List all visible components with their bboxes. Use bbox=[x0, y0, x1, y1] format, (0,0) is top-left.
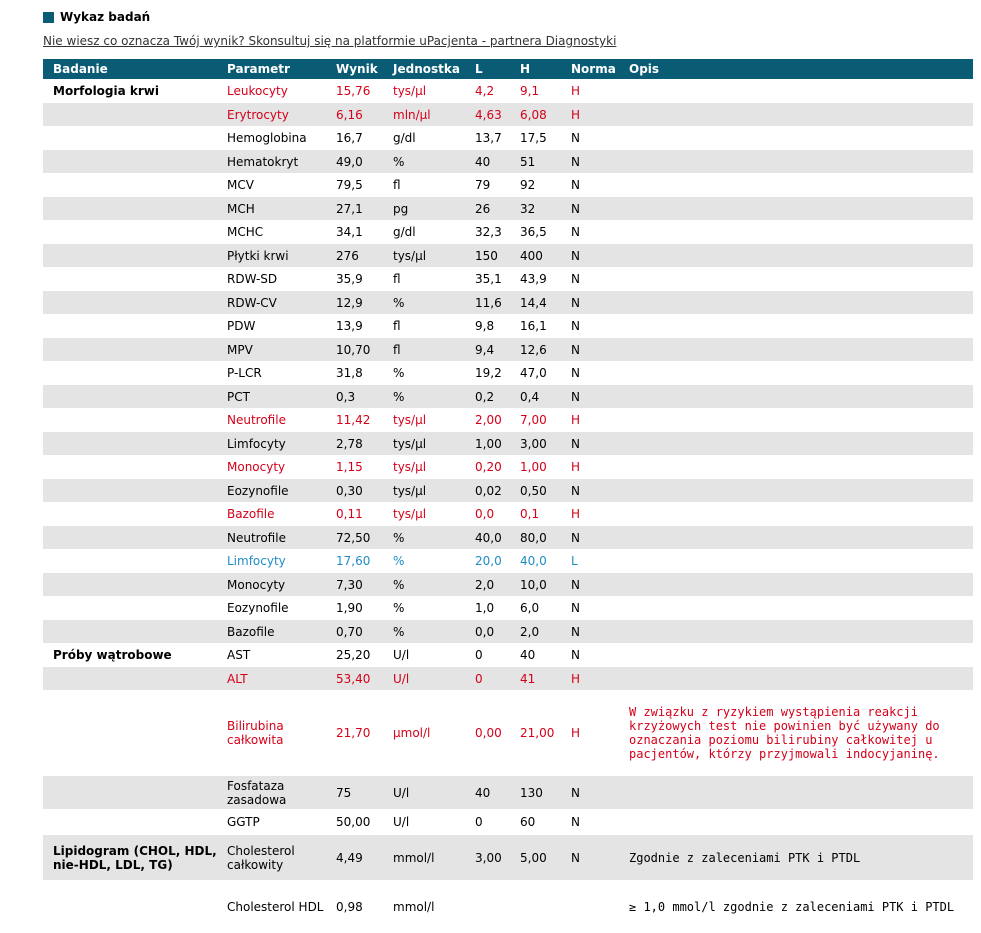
row-param: Eozynofile bbox=[227, 479, 336, 503]
table-row bbox=[43, 244, 973, 268]
row-param: Cholesterol całkowity bbox=[227, 835, 336, 881]
row-high: 3,00 bbox=[520, 432, 571, 456]
column-header-wynik: Wynik bbox=[336, 59, 393, 80]
row-low: 40,0 bbox=[475, 526, 520, 550]
row-param: MCH bbox=[227, 197, 336, 221]
row-value: 35,9 bbox=[336, 268, 393, 291]
row-norm: N bbox=[571, 620, 629, 644]
row-low: 19,2 bbox=[475, 362, 520, 385]
row-high: 12,6 bbox=[520, 338, 571, 362]
column-header-parametr: Parametr bbox=[227, 59, 336, 80]
row-group bbox=[43, 409, 227, 432]
row-param: Fosfataza zasadowa bbox=[227, 776, 336, 810]
row-value: 15,76 bbox=[336, 80, 393, 103]
row-norm: N bbox=[571, 244, 629, 268]
row-group bbox=[43, 338, 227, 362]
row-low: 40 bbox=[475, 150, 520, 174]
table-row bbox=[43, 667, 973, 691]
row-param: Hemoglobina bbox=[227, 127, 336, 150]
row-high: 80,0 bbox=[520, 526, 571, 550]
row-high: 47,0 bbox=[520, 362, 571, 385]
row-value: 13,9 bbox=[336, 315, 393, 338]
row-norm: H bbox=[571, 667, 629, 691]
row-desc bbox=[629, 338, 973, 362]
table-row bbox=[43, 503, 973, 526]
row-param: Płytki krwi bbox=[227, 244, 336, 268]
row-group bbox=[43, 315, 227, 338]
row-norm: N bbox=[571, 644, 629, 667]
row-low: 2,00 bbox=[475, 409, 520, 432]
row-group bbox=[43, 174, 227, 197]
table-row bbox=[43, 291, 973, 315]
table-row bbox=[43, 432, 973, 456]
table-row bbox=[43, 127, 973, 150]
row-value: 12,9 bbox=[336, 291, 393, 315]
row-param: Neutrofile bbox=[227, 409, 336, 432]
row-value: 16,7 bbox=[336, 127, 393, 150]
row-high: 9,1 bbox=[520, 80, 571, 103]
row-value: 2,78 bbox=[336, 432, 393, 456]
row-param: Eozynofile bbox=[227, 597, 336, 620]
table-row bbox=[43, 810, 973, 835]
row-unit: % bbox=[393, 620, 475, 644]
table-row bbox=[43, 526, 973, 550]
table-row bbox=[43, 776, 973, 810]
row-desc bbox=[629, 268, 973, 291]
row-norm bbox=[571, 881, 629, 933]
row-value: 34,1 bbox=[336, 221, 393, 244]
row-desc bbox=[629, 776, 973, 810]
row-norm: N bbox=[571, 174, 629, 197]
row-value: 49,0 bbox=[336, 150, 393, 174]
table-row bbox=[43, 80, 973, 103]
row-high: 130 bbox=[520, 776, 571, 810]
row-high: 10,0 bbox=[520, 573, 571, 597]
column-header-jednostka: Jednostka bbox=[393, 59, 475, 80]
table-row bbox=[43, 479, 973, 503]
row-unit: mmol/l bbox=[393, 835, 475, 881]
row-group bbox=[43, 620, 227, 644]
row-norm: N bbox=[571, 776, 629, 810]
row-high: 400 bbox=[520, 244, 571, 268]
section-square-icon bbox=[43, 12, 54, 23]
row-desc bbox=[629, 291, 973, 315]
row-value: 53,40 bbox=[336, 667, 393, 691]
row-low: 150 bbox=[475, 244, 520, 268]
row-group: Morfologia krwi bbox=[43, 80, 227, 103]
row-unit: % bbox=[393, 597, 475, 620]
row-low: 1,0 bbox=[475, 597, 520, 620]
row-low: 20,0 bbox=[475, 550, 520, 573]
row-unit: % bbox=[393, 150, 475, 174]
row-low: 0,20 bbox=[475, 456, 520, 479]
row-unit: tys/µl bbox=[393, 456, 475, 479]
table-row bbox=[43, 835, 973, 881]
row-unit: % bbox=[393, 291, 475, 315]
row-unit: % bbox=[393, 550, 475, 573]
row-low bbox=[475, 881, 520, 933]
table-row bbox=[43, 573, 973, 597]
row-norm: H bbox=[571, 103, 629, 127]
table-row bbox=[43, 620, 973, 644]
row-desc bbox=[629, 644, 973, 667]
row-param: AST bbox=[227, 644, 336, 667]
row-value: 4,49 bbox=[336, 835, 393, 881]
row-high: 0,1 bbox=[520, 503, 571, 526]
row-norm: H bbox=[571, 409, 629, 432]
row-group bbox=[43, 291, 227, 315]
row-group bbox=[43, 881, 227, 933]
row-group bbox=[43, 479, 227, 503]
row-desc bbox=[629, 620, 973, 644]
row-desc bbox=[629, 385, 973, 409]
row-unit: tys/µl bbox=[393, 244, 475, 268]
row-value: 0,3 bbox=[336, 385, 393, 409]
table-row bbox=[43, 881, 973, 933]
row-value: 0,11 bbox=[336, 503, 393, 526]
row-unit: U/l bbox=[393, 776, 475, 810]
row-desc bbox=[629, 479, 973, 503]
row-group bbox=[43, 503, 227, 526]
row-param: Bilirubina całkowita bbox=[227, 691, 336, 776]
row-low: 40 bbox=[475, 776, 520, 810]
row-high: 32 bbox=[520, 197, 571, 221]
row-value: 11,42 bbox=[336, 409, 393, 432]
row-param: P-LCR bbox=[227, 362, 336, 385]
row-norm: N bbox=[571, 573, 629, 597]
table-row bbox=[43, 315, 973, 338]
row-norm: N bbox=[571, 362, 629, 385]
row-desc bbox=[629, 667, 973, 691]
row-unit: % bbox=[393, 385, 475, 409]
row-unit: µmol/l bbox=[393, 691, 475, 776]
row-group bbox=[43, 432, 227, 456]
row-high: 7,00 bbox=[520, 409, 571, 432]
row-group bbox=[43, 385, 227, 409]
row-value: 21,70 bbox=[336, 691, 393, 776]
row-norm: N bbox=[571, 197, 629, 221]
row-norm: N bbox=[571, 291, 629, 315]
table-row bbox=[43, 174, 973, 197]
row-unit: U/l bbox=[393, 667, 475, 691]
row-param: PDW bbox=[227, 315, 336, 338]
section-title bbox=[43, 10, 150, 24]
table-row bbox=[43, 644, 973, 667]
row-group bbox=[43, 573, 227, 597]
row-value: 75 bbox=[336, 776, 393, 810]
section-title-text: Wykaz badań bbox=[60, 10, 151, 24]
row-low: 0,2 bbox=[475, 385, 520, 409]
row-unit: U/l bbox=[393, 644, 475, 667]
row-group bbox=[43, 691, 227, 776]
row-param: ALT bbox=[227, 667, 336, 691]
row-unit: tys/µl bbox=[393, 479, 475, 503]
row-desc bbox=[629, 244, 973, 268]
row-group bbox=[43, 244, 227, 268]
row-low: 32,3 bbox=[475, 221, 520, 244]
row-high: 16,1 bbox=[520, 315, 571, 338]
row-group bbox=[43, 127, 227, 150]
row-group: Lipidogram (CHOL, HDL, nie-HDL, LDL, TG) bbox=[43, 835, 227, 881]
row-value: 10,70 bbox=[336, 338, 393, 362]
row-param: Leukocyty bbox=[227, 80, 336, 103]
row-group bbox=[43, 526, 227, 550]
table-row bbox=[43, 362, 973, 385]
row-param: PCT bbox=[227, 385, 336, 409]
row-low: 0 bbox=[475, 810, 520, 835]
row-param: Bazofile bbox=[227, 620, 336, 644]
row-desc bbox=[629, 150, 973, 174]
table-row bbox=[43, 691, 973, 776]
row-group bbox=[43, 221, 227, 244]
row-low: 0 bbox=[475, 644, 520, 667]
row-low: 4,2 bbox=[475, 80, 520, 103]
row-unit: fl bbox=[393, 268, 475, 291]
row-value: 7,30 bbox=[336, 573, 393, 597]
row-low: 26 bbox=[475, 197, 520, 221]
row-value: 25,20 bbox=[336, 644, 393, 667]
row-group: Próby wątrobowe bbox=[43, 644, 227, 667]
row-desc bbox=[629, 80, 973, 103]
row-desc bbox=[629, 197, 973, 221]
row-desc: W związku z ryzykiem wystąpienia reakcji krzyżowych test nie powinien być używany do oznaczania poziomu bilirubiny całkowitej u pacjentów, którzy przyjmowali indocyjaninę. bbox=[629, 691, 973, 776]
row-value: 27,1 bbox=[336, 197, 393, 221]
row-param: Neutrofile bbox=[227, 526, 336, 550]
row-high: 51 bbox=[520, 150, 571, 174]
column-header-h: H bbox=[520, 59, 571, 80]
row-desc: Zgodnie z zaleceniami PTK i PTDL bbox=[629, 835, 973, 881]
row-param: Hematokryt bbox=[227, 150, 336, 174]
row-value: 0,70 bbox=[336, 620, 393, 644]
row-high: 17,5 bbox=[520, 127, 571, 150]
row-desc bbox=[629, 456, 973, 479]
row-desc bbox=[629, 550, 973, 573]
row-param: MCV bbox=[227, 174, 336, 197]
row-norm: N bbox=[571, 338, 629, 362]
column-header-l: L bbox=[475, 59, 520, 80]
table-row bbox=[43, 550, 973, 573]
table-header-row bbox=[43, 59, 973, 80]
row-high: 60 bbox=[520, 810, 571, 835]
row-group bbox=[43, 456, 227, 479]
row-low: 3,00 bbox=[475, 835, 520, 881]
row-group bbox=[43, 197, 227, 221]
row-norm: L bbox=[571, 550, 629, 573]
row-param: MCHC bbox=[227, 221, 336, 244]
row-desc bbox=[629, 315, 973, 338]
row-low: 4,63 bbox=[475, 103, 520, 127]
row-high: 0,50 bbox=[520, 479, 571, 503]
row-unit: tys/µl bbox=[393, 432, 475, 456]
row-group bbox=[43, 550, 227, 573]
row-high: 21,00 bbox=[520, 691, 571, 776]
row-param: RDW-CV bbox=[227, 291, 336, 315]
row-unit: mmol/l bbox=[393, 881, 475, 933]
row-group bbox=[43, 810, 227, 835]
row-unit: fl bbox=[393, 338, 475, 362]
row-param: Limfocyty bbox=[227, 550, 336, 573]
row-norm: N bbox=[571, 835, 629, 881]
row-param: Bazofile bbox=[227, 503, 336, 526]
row-param: MPV bbox=[227, 338, 336, 362]
column-header-norma: Norma bbox=[571, 59, 629, 80]
row-high: 41 bbox=[520, 667, 571, 691]
row-high: 14,4 bbox=[520, 291, 571, 315]
row-value: 0,30 bbox=[336, 479, 393, 503]
row-norm: N bbox=[571, 526, 629, 550]
row-group bbox=[43, 150, 227, 174]
table-row bbox=[43, 221, 973, 244]
row-value: 1,90 bbox=[336, 597, 393, 620]
row-low: 2,0 bbox=[475, 573, 520, 597]
row-high: 5,00 bbox=[520, 835, 571, 881]
row-norm: H bbox=[571, 456, 629, 479]
row-param: Cholesterol HDL bbox=[227, 881, 336, 933]
row-unit: tys/µl bbox=[393, 503, 475, 526]
row-norm: N bbox=[571, 150, 629, 174]
row-param: Limfocyty bbox=[227, 432, 336, 456]
row-value: 1,15 bbox=[336, 456, 393, 479]
row-low: 79 bbox=[475, 174, 520, 197]
row-value: 31,8 bbox=[336, 362, 393, 385]
row-high bbox=[520, 881, 571, 933]
row-low: 0,0 bbox=[475, 620, 520, 644]
row-desc bbox=[629, 503, 973, 526]
row-unit: fl bbox=[393, 174, 475, 197]
row-param: Erytrocyty bbox=[227, 103, 336, 127]
row-desc bbox=[629, 432, 973, 456]
row-value: 0,98 bbox=[336, 881, 393, 933]
row-value: 276 bbox=[336, 244, 393, 268]
table-row bbox=[43, 197, 973, 221]
row-high: 6,08 bbox=[520, 103, 571, 127]
row-group bbox=[43, 103, 227, 127]
table-row bbox=[43, 150, 973, 174]
row-unit: mln/µl bbox=[393, 103, 475, 127]
row-low: 0,0 bbox=[475, 503, 520, 526]
row-group bbox=[43, 597, 227, 620]
row-norm: N bbox=[571, 385, 629, 409]
row-unit: % bbox=[393, 526, 475, 550]
row-param: RDW-SD bbox=[227, 268, 336, 291]
results-table bbox=[43, 59, 973, 933]
row-unit: pg bbox=[393, 197, 475, 221]
table-row bbox=[43, 385, 973, 409]
row-high: 92 bbox=[520, 174, 571, 197]
row-high: 0,4 bbox=[520, 385, 571, 409]
row-unit: % bbox=[393, 362, 475, 385]
row-high: 40 bbox=[520, 644, 571, 667]
row-value: 17,60 bbox=[336, 550, 393, 573]
row-low: 13,7 bbox=[475, 127, 520, 150]
row-unit: fl bbox=[393, 315, 475, 338]
row-group bbox=[43, 667, 227, 691]
row-value: 79,5 bbox=[336, 174, 393, 197]
row-unit: % bbox=[393, 573, 475, 597]
row-value: 6,16 bbox=[336, 103, 393, 127]
row-low: 0 bbox=[475, 667, 520, 691]
row-unit: g/dl bbox=[393, 221, 475, 244]
row-norm: N bbox=[571, 810, 629, 835]
row-high: 6,0 bbox=[520, 597, 571, 620]
row-high: 40,0 bbox=[520, 550, 571, 573]
column-header-badanie: Badanie bbox=[43, 59, 227, 80]
row-unit: U/l bbox=[393, 810, 475, 835]
row-desc bbox=[629, 526, 973, 550]
table-row bbox=[43, 103, 973, 127]
row-param: Monocyty bbox=[227, 456, 336, 479]
column-header-opis: Opis bbox=[629, 59, 973, 80]
row-value: 72,50 bbox=[336, 526, 393, 550]
row-high: 1,00 bbox=[520, 456, 571, 479]
row-norm: H bbox=[571, 80, 629, 103]
row-desc bbox=[629, 174, 973, 197]
row-group bbox=[43, 268, 227, 291]
row-unit: tys/µl bbox=[393, 80, 475, 103]
row-norm: N bbox=[571, 432, 629, 456]
row-norm: N bbox=[571, 268, 629, 291]
table-row bbox=[43, 338, 973, 362]
row-desc bbox=[629, 573, 973, 597]
row-desc bbox=[629, 127, 973, 150]
row-norm: H bbox=[571, 503, 629, 526]
consult-link[interactable]: Nie wiesz co oznacza Twój wynik? Skonsultuj się na platformie uPacjenta - partnera Diagnostyki bbox=[43, 34, 617, 48]
row-desc bbox=[629, 221, 973, 244]
row-desc bbox=[629, 103, 973, 127]
row-value: 50,00 bbox=[336, 810, 393, 835]
row-group bbox=[43, 362, 227, 385]
row-unit: g/dl bbox=[393, 127, 475, 150]
row-low: 9,8 bbox=[475, 315, 520, 338]
row-group bbox=[43, 776, 227, 810]
row-high: 2,0 bbox=[520, 620, 571, 644]
row-low: 11,6 bbox=[475, 291, 520, 315]
row-desc bbox=[629, 409, 973, 432]
row-param: Monocyty bbox=[227, 573, 336, 597]
table-row bbox=[43, 597, 973, 620]
row-unit: tys/µl bbox=[393, 409, 475, 432]
table-row bbox=[43, 268, 973, 291]
row-norm: N bbox=[571, 127, 629, 150]
row-low: 1,00 bbox=[475, 432, 520, 456]
row-low: 35,1 bbox=[475, 268, 520, 291]
row-desc bbox=[629, 597, 973, 620]
row-desc: ≥ 1,0 mmol/l zgodnie z zaleceniami PTK i PTDL bbox=[629, 881, 973, 933]
row-low: 9,4 bbox=[475, 338, 520, 362]
row-norm: N bbox=[571, 221, 629, 244]
row-low: 0,02 bbox=[475, 479, 520, 503]
row-high: 36,5 bbox=[520, 221, 571, 244]
row-norm: N bbox=[571, 479, 629, 503]
row-norm: H bbox=[571, 691, 629, 776]
row-param: GGTP bbox=[227, 810, 336, 835]
row-desc bbox=[629, 362, 973, 385]
row-norm: N bbox=[571, 597, 629, 620]
row-low: 0,00 bbox=[475, 691, 520, 776]
table-row bbox=[43, 409, 973, 432]
row-desc bbox=[629, 810, 973, 835]
table-row bbox=[43, 456, 973, 479]
row-high: 43,9 bbox=[520, 268, 571, 291]
row-norm: N bbox=[571, 315, 629, 338]
